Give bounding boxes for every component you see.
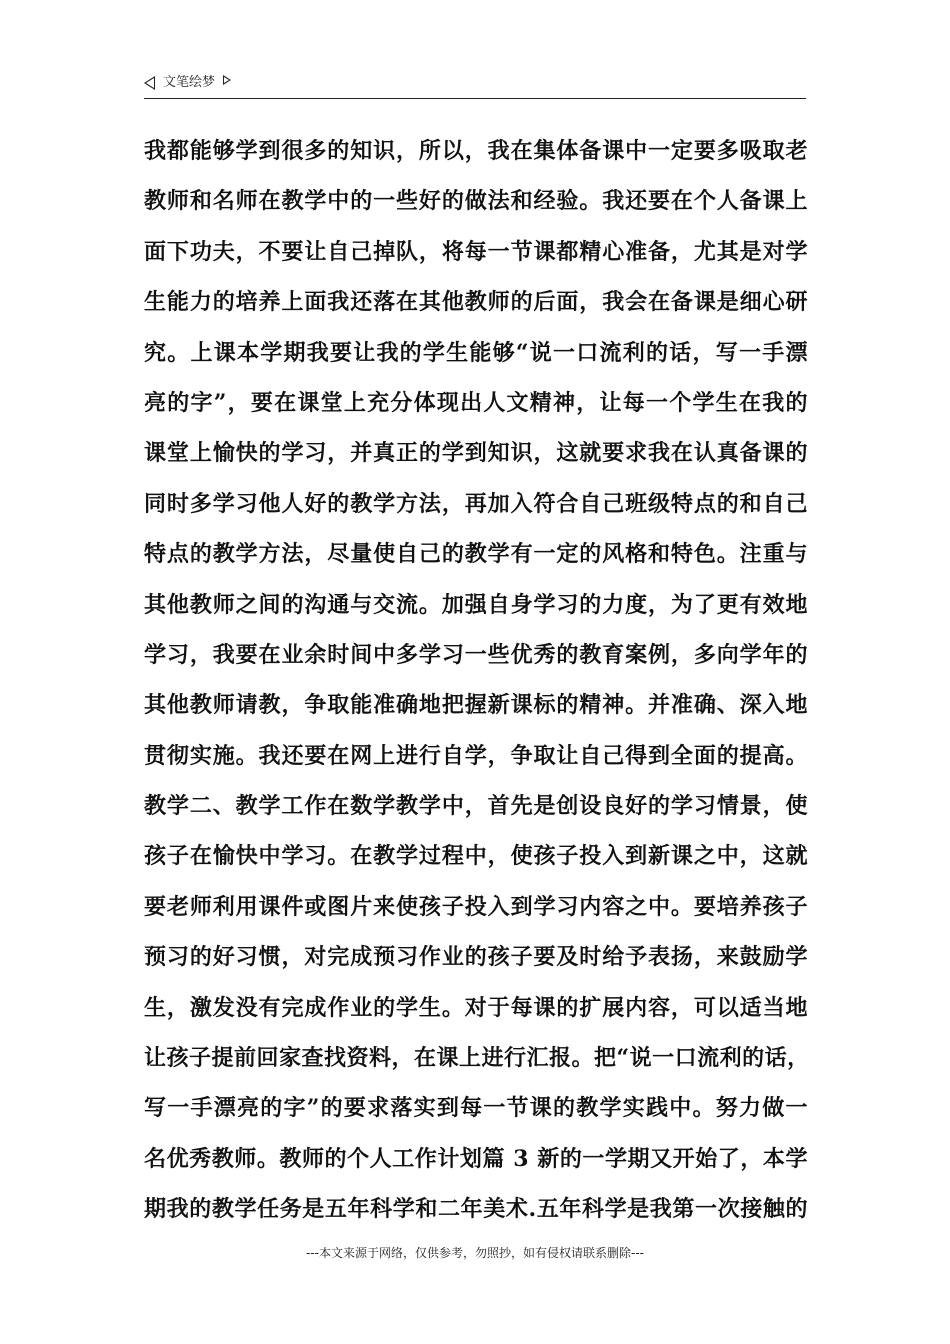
text-line: 其他教师之间的沟通与交流。加强自身学习的力度，为了更有效地: [144, 591, 808, 618]
text-line: 预习的好习惯，对完成预习作业的孩子要及时给予表扬，来鼓励学: [144, 944, 808, 971]
text-line: 要老师利用课件或图片来使孩子投入到学习内容之中。要培养孩子: [144, 893, 808, 920]
text-line: 期我的教学任务是五年科学和二年美术.五年科学是我第一次接触的: [144, 1196, 808, 1223]
text-line: 生能力的培养上面我还落在其他教师的后面，我会在备课是细心研: [144, 289, 808, 316]
text-line: 贯彻实施。我还要在网上进行自学，争取让自己得到全面的提高。: [144, 742, 808, 769]
text-line: 教学二、教学工作在数学教学中，首先是创设良好的学习情景，使: [144, 793, 808, 820]
text-line: 让孩子提前回家查找资料，在课上进行汇报。把“说一口流利的话，: [144, 1045, 810, 1072]
text-line: 教师和名师在教学中的一些好的做法和经验。我还要在个人备课上: [144, 188, 808, 215]
text-line: 名优秀教师。教师的个人工作计划篇 3 新的一学期又开始了，本学: [144, 1145, 808, 1172]
page-header: [144, 74, 806, 99]
text-line: 我都能够学到很多的知识，所以，我在集体备课中一定要多吸取老: [144, 138, 808, 164]
page-footer: ---本文来源于网络，仅供参考，勿照抄，如有侵权请联系删除---: [306, 1246, 644, 1260]
text-line: 写一手漂亮的字”的要求落实到每一节课的教学实践中。努力做一: [144, 1095, 808, 1122]
text-line: 亮的字”，要在课堂上充分体现出人文精神，让每一个学生在我的: [144, 389, 808, 416]
left-triangle-icon: [144, 76, 155, 90]
right-triangle-icon: [223, 75, 231, 85]
header-title: 文笔绘梦: [163, 75, 216, 90]
text-line: 学习，我要在业余时间中多学习一些优秀的教育案例，多向学年的: [144, 641, 808, 668]
header-row: [144, 74, 806, 92]
text-line: 特点的教学方法，尽量使自己的教学有一定的风格和特色。注重与: [144, 541, 808, 568]
body-text: [144, 128, 808, 1237]
text-line: 面下功夫，不要让自己掉队，将每一节课都精心准备，尤其是对学: [144, 238, 808, 265]
text-line: 同时多学习他人好的教学方法，再加入符合自己班级特点的和自己: [144, 490, 808, 517]
text-line: 孩子在愉快中学习。在教学过程中，使孩子投入到新课之中，这就: [144, 843, 808, 870]
text-line: 生，激发没有完成作业的学生。对于每课的扩展内容，可以适当地: [144, 994, 808, 1021]
text-line: 究。上课本学期我要让我的学生能够“说一口流利的话，写一手漂: [144, 339, 808, 366]
text-line: 其他教师请教，争取能准确地把握新课标的精神。并准确、深入地: [144, 692, 808, 719]
text-line: 课堂上愉快的学习，并真正的学到知识，这就要求我在认真备课的: [144, 440, 808, 467]
